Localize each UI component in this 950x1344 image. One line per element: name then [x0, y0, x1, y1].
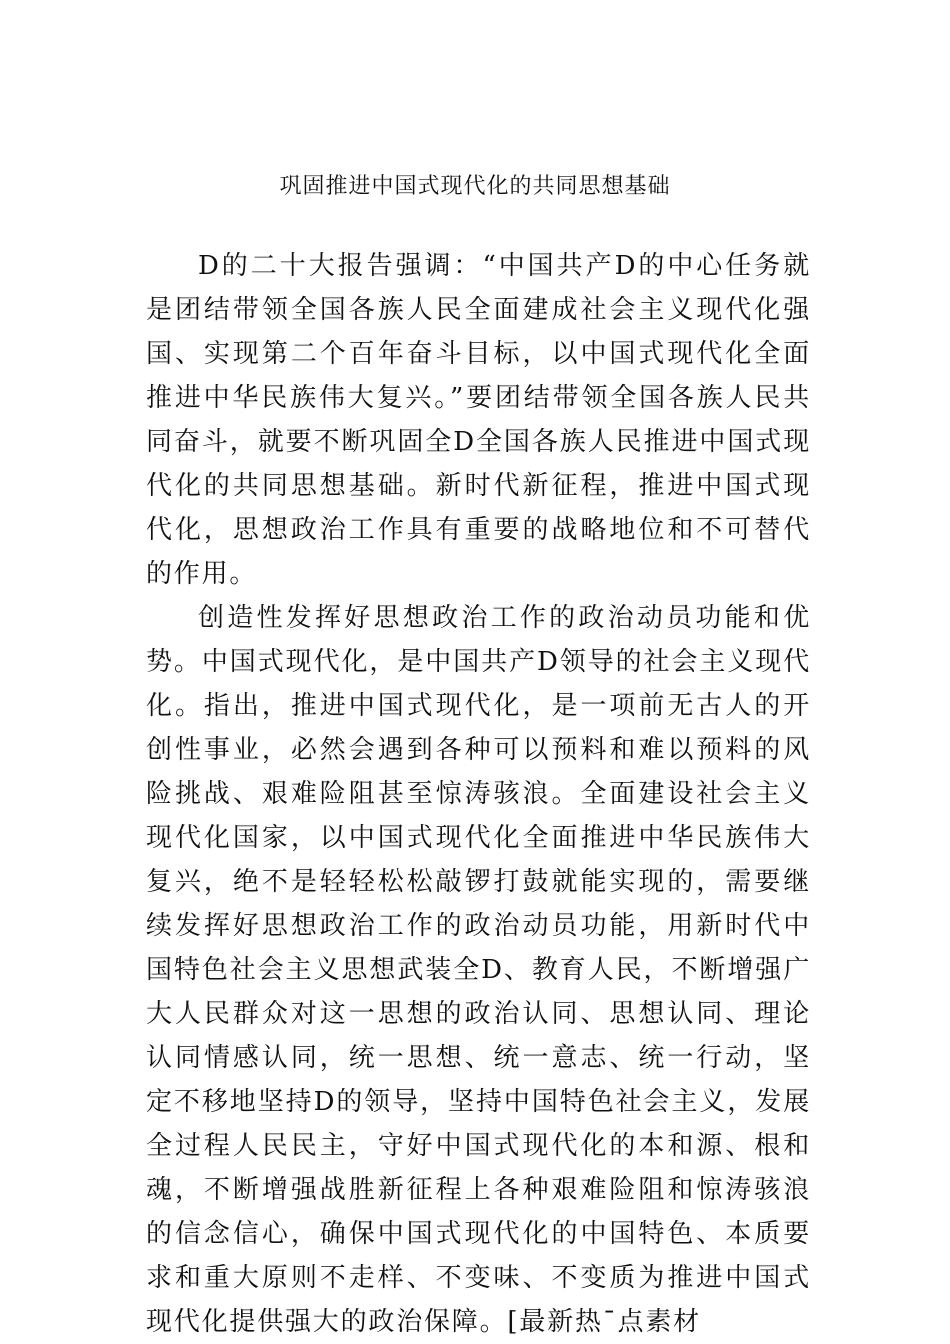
document-title: 巩固推进中国式现代化的共同思想基础 — [279, 174, 671, 199]
paragraph-1: D的二十大报告强调：“中国共产D的中心任务就是团结带领全国各族人民全面建成社会主义现代化强国、实现第二个百年奋斗目标，以中国式现代化全面推进中华民族伟大复兴。”要团结带领全国各族人民共同奋斗，就要不断巩固全D全国各族人民推进中国式现代化的共同思想基础。新时代新征程，推进中国式现代化，思想政治工作具有重要的战略地位和不可替代的作用。 — [146, 251, 811, 589]
document-body — [146, 244, 811, 1344]
paragraph-2: 创造性发挥好思想政治工作的政治动员功能和优势。中国式现代化，是中国共产D领导的社会主义现代化。指出，推进中国式现代化，是一项前无古人的开创性事业，必然会遇到各种可以预料和难以预料的风险挑战、艰难险阻甚至惊涛骇浪。全面建设社会主义现代化国家，以中国式现代化全面推进中华民族伟大复兴，绝不是轻轻松松敲锣打鼓就能实现的，需要继续发挥好思想政治工作的政治动员功能，用新时代中国特色社会主义思想武装全D、教育人民，不断增强广大人民群众对这一思想的政治认同、思想认同、理论认同情感认同，统一思想、统一意志、统一行动，坚定不移地坚持D的领导，坚持中国特色社会主义，发展全过程人民民主，守好中国式现代化的本和源、根和魂，不断增强战胜新征程上各种艰难险阻和惊涛骇浪的信念信心，确保中国式现代化的中国特色、本质要求和重大原则不走样、不变味、不变质为推进中国式现代化提供强大的政治保障。[最新热¯点素材 — [146, 603, 811, 1337]
